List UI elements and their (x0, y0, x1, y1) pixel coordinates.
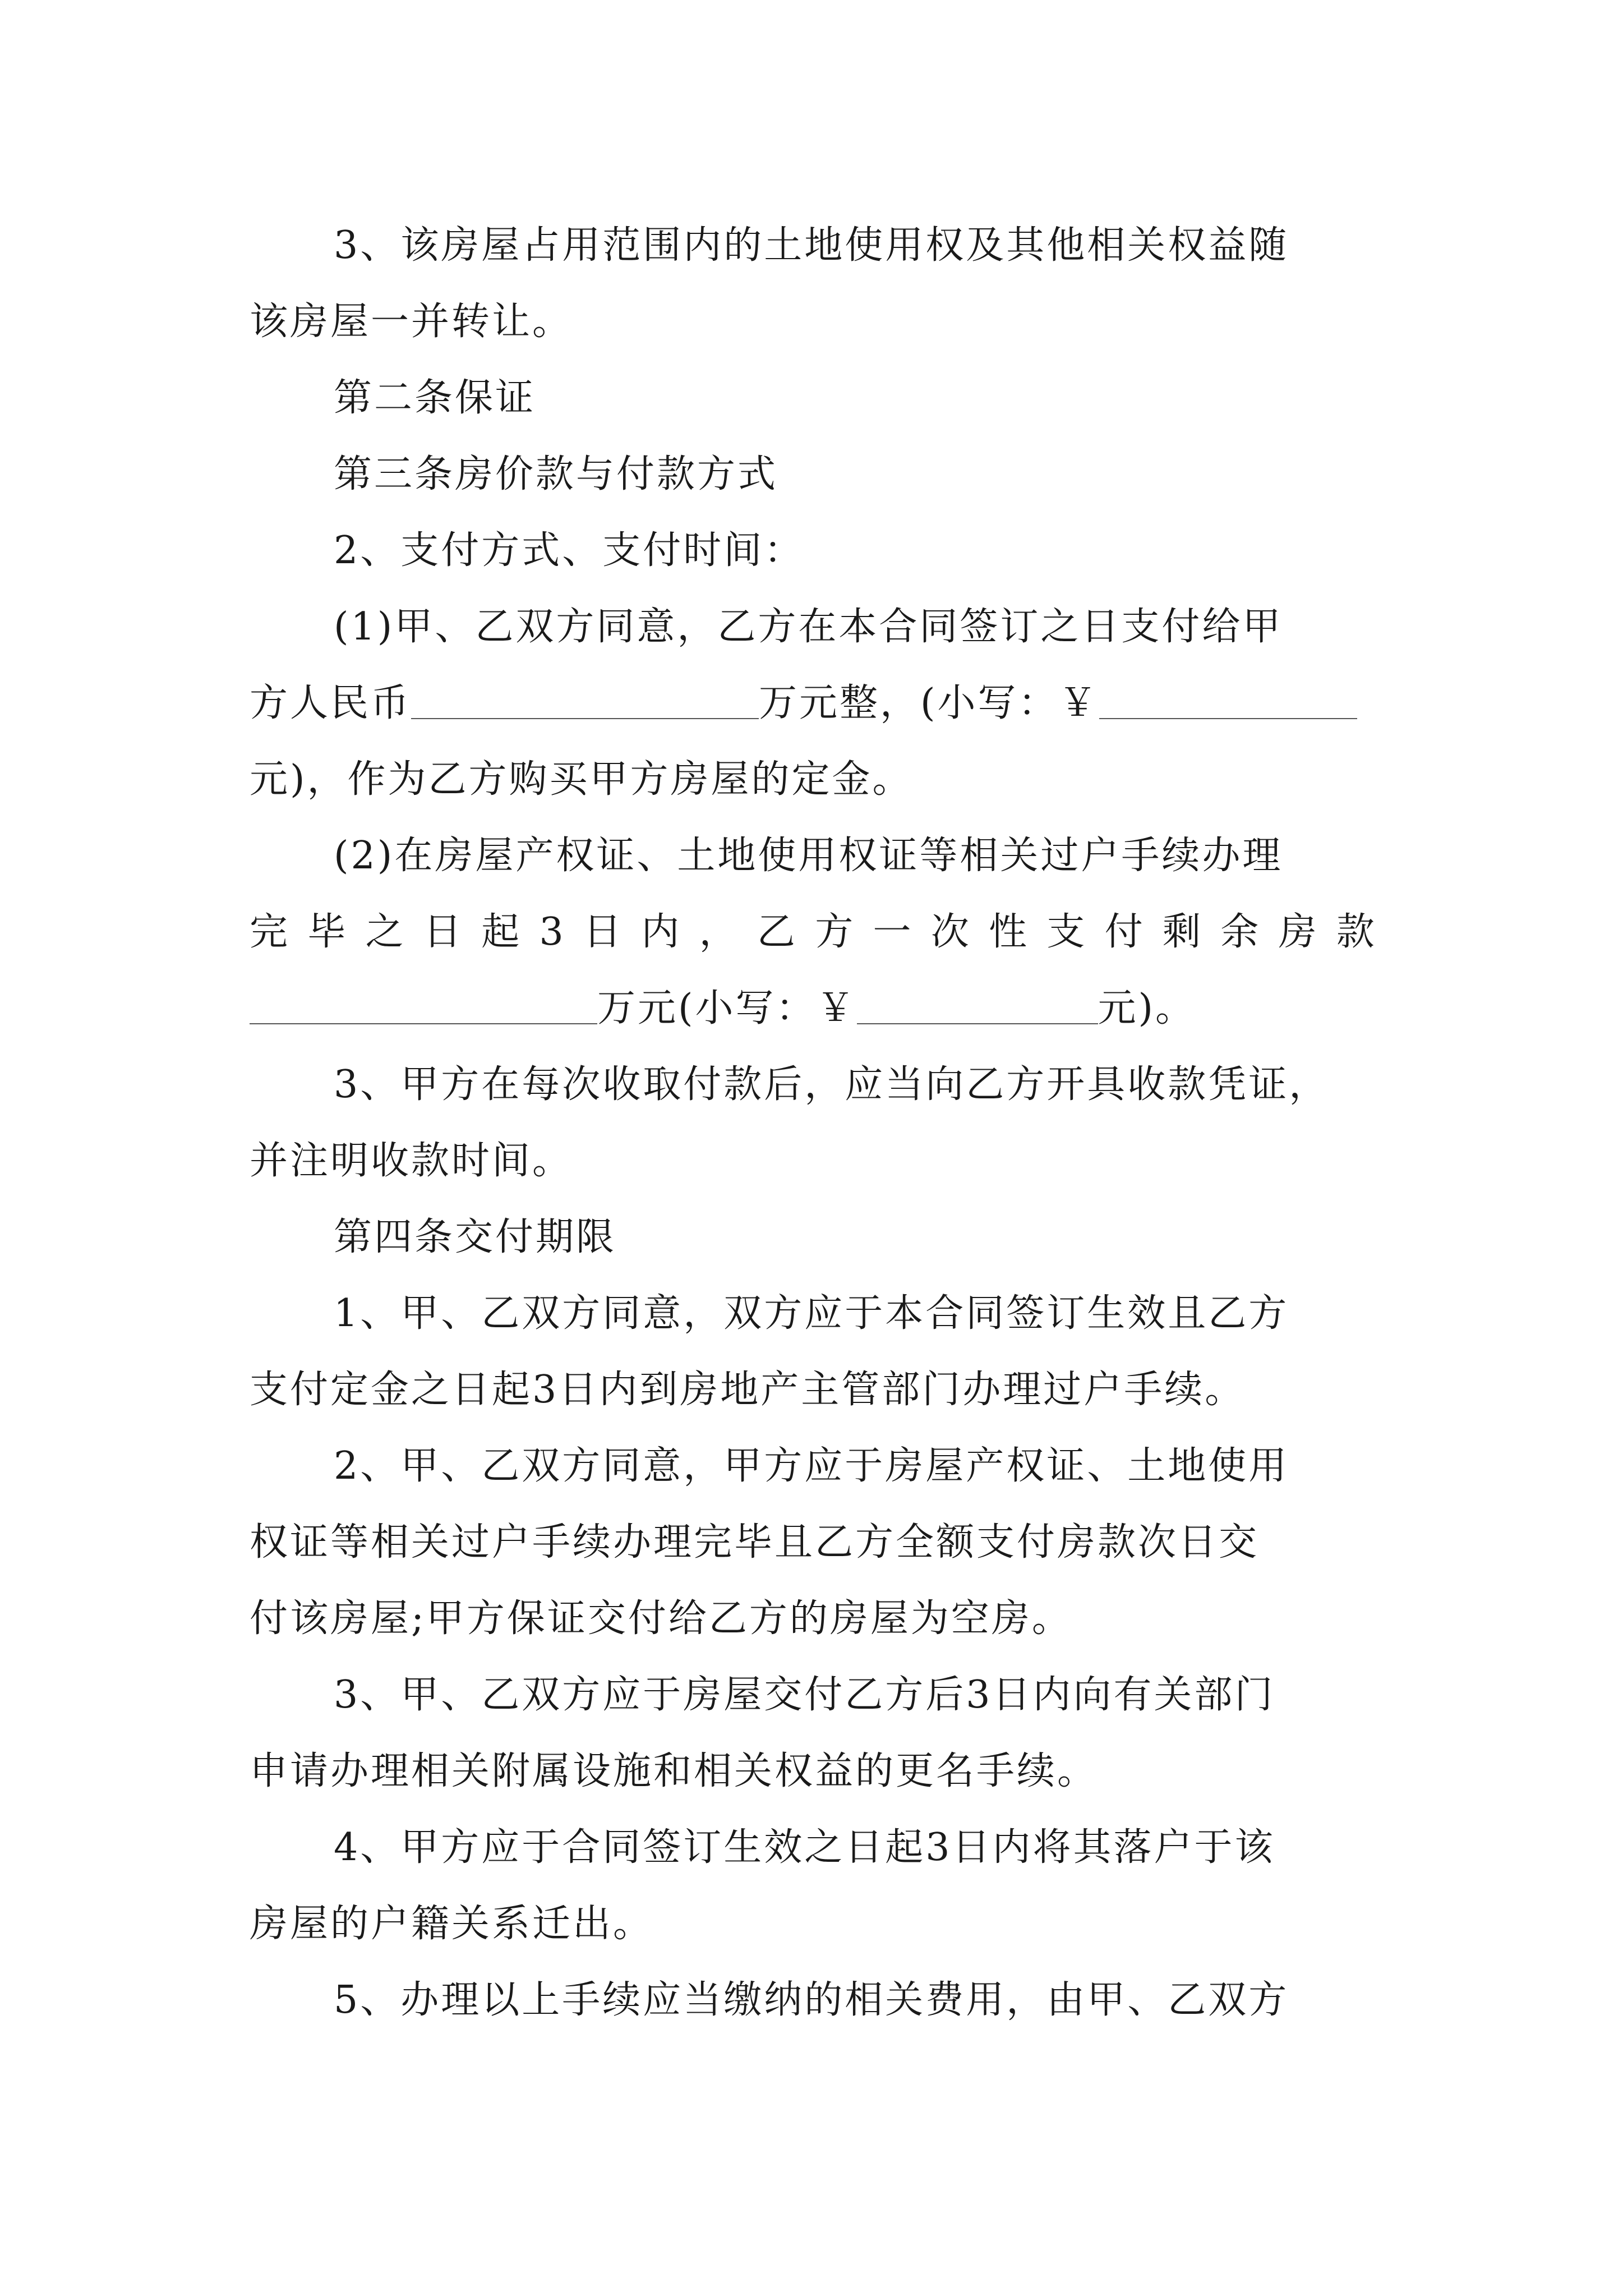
clause-paragraph: 元)，作为乙方购买甲方房屋的定金。 (250, 757, 913, 802)
clause-paragraph: (2)在房屋产权证、土地使用权证等相关过户手续办理 (334, 834, 1283, 878)
section-heading: 第四条交付期限 (334, 1215, 617, 1259)
clause-paragraph: 3、该房屋占用范围内的土地使用权及其他相关权益随 (334, 223, 1289, 268)
contract-body (250, 208, 1377, 2039)
text-segment: 万元整，(小写：￥ (759, 681, 1099, 725)
clause-paragraph: 2、支付方式、支付时间： (334, 528, 805, 573)
section-heading: 第二条保证 (334, 376, 536, 420)
clause-paragraph: 3、甲、乙双方应于房屋交付乙方后3日内向有关部门 (334, 1673, 1275, 1717)
text-segment: 元)。 (1098, 986, 1196, 1030)
clause-paragraph (250, 970, 1377, 1047)
amount-blank[interactable] (250, 990, 597, 1024)
amount-blank[interactable] (1099, 684, 1357, 719)
clause-paragraph (250, 665, 1377, 742)
text-segment: 方人民币 (250, 681, 412, 725)
justified-char: 方 (815, 910, 856, 954)
clause-paragraph: 房屋的户籍关系迁出。 (250, 1902, 654, 1946)
justified-char: 毕 (307, 910, 348, 954)
amount-blank[interactable] (857, 990, 1098, 1024)
justified-char: 乙 (757, 910, 797, 954)
clause-paragraph: 3、甲方在每次收取付款后，应当向乙方开具收款凭证， (334, 1062, 1330, 1107)
justified-char: 余 (1220, 910, 1261, 954)
justified-char: 内 (641, 910, 682, 954)
clause-paragraph: 该房屋一并转让。 (250, 300, 573, 344)
justified-char: 日 (423, 910, 464, 954)
clause-paragraph: 付该房屋;甲方保证交付给乙方的房屋为空房。 (250, 1596, 1072, 1641)
justified-char: ， (699, 910, 740, 954)
justified-char: 支 (1046, 910, 1087, 954)
section-heading: 第三条房价款与付款方式 (334, 452, 778, 496)
justified-char: 之 (365, 910, 406, 954)
clause-paragraph (250, 894, 1377, 970)
clause-paragraph: 1、甲、乙双方同意，双方应于本合同签订生效且乙方 (334, 1291, 1289, 1336)
clause-paragraph: 支付定金之日起3日内到房地产主管部门办理过户手续。 (250, 1368, 1246, 1412)
justified-char: 完 (250, 910, 291, 954)
justified-char: 款 (1336, 910, 1377, 954)
justified-char: 次 (930, 910, 971, 954)
amount-blank[interactable] (411, 684, 759, 719)
justified-char: 性 (989, 910, 1030, 954)
justified-char: 一 (873, 910, 914, 954)
text-segment: 万元(小写：￥ (597, 986, 857, 1030)
justified-char: 日 (583, 910, 624, 954)
clause-paragraph: 权证等相关过户手续办理完毕且乙方全额支付房款次日交 (250, 1520, 1260, 1565)
clause-paragraph: 5、办理以上手续应当缴纳的相关费用，由甲、乙双方 (334, 1978, 1289, 2022)
justified-char: 剩 (1163, 910, 1204, 954)
clause-paragraph: 并注明收款时间。 (250, 1139, 573, 1183)
clause-paragraph: 2、甲、乙双方同意，甲方应于房屋产权证、土地使用 (334, 1444, 1289, 1488)
clause-paragraph: (1)甲、乙双方同意，乙方在本合同签订之日支付给甲 (334, 605, 1283, 649)
justified-char: 3 (539, 910, 566, 954)
justified-char: 房 (1278, 910, 1319, 954)
justified-char: 付 (1104, 910, 1145, 954)
justified-char: 起 (481, 910, 522, 954)
clause-paragraph: 4、甲方应于合同签订生效之日起3日内将其落户于该 (334, 1825, 1275, 1870)
clause-paragraph: 申请办理相关附属设施和相关权益的更名手续。 (250, 1749, 1098, 1793)
